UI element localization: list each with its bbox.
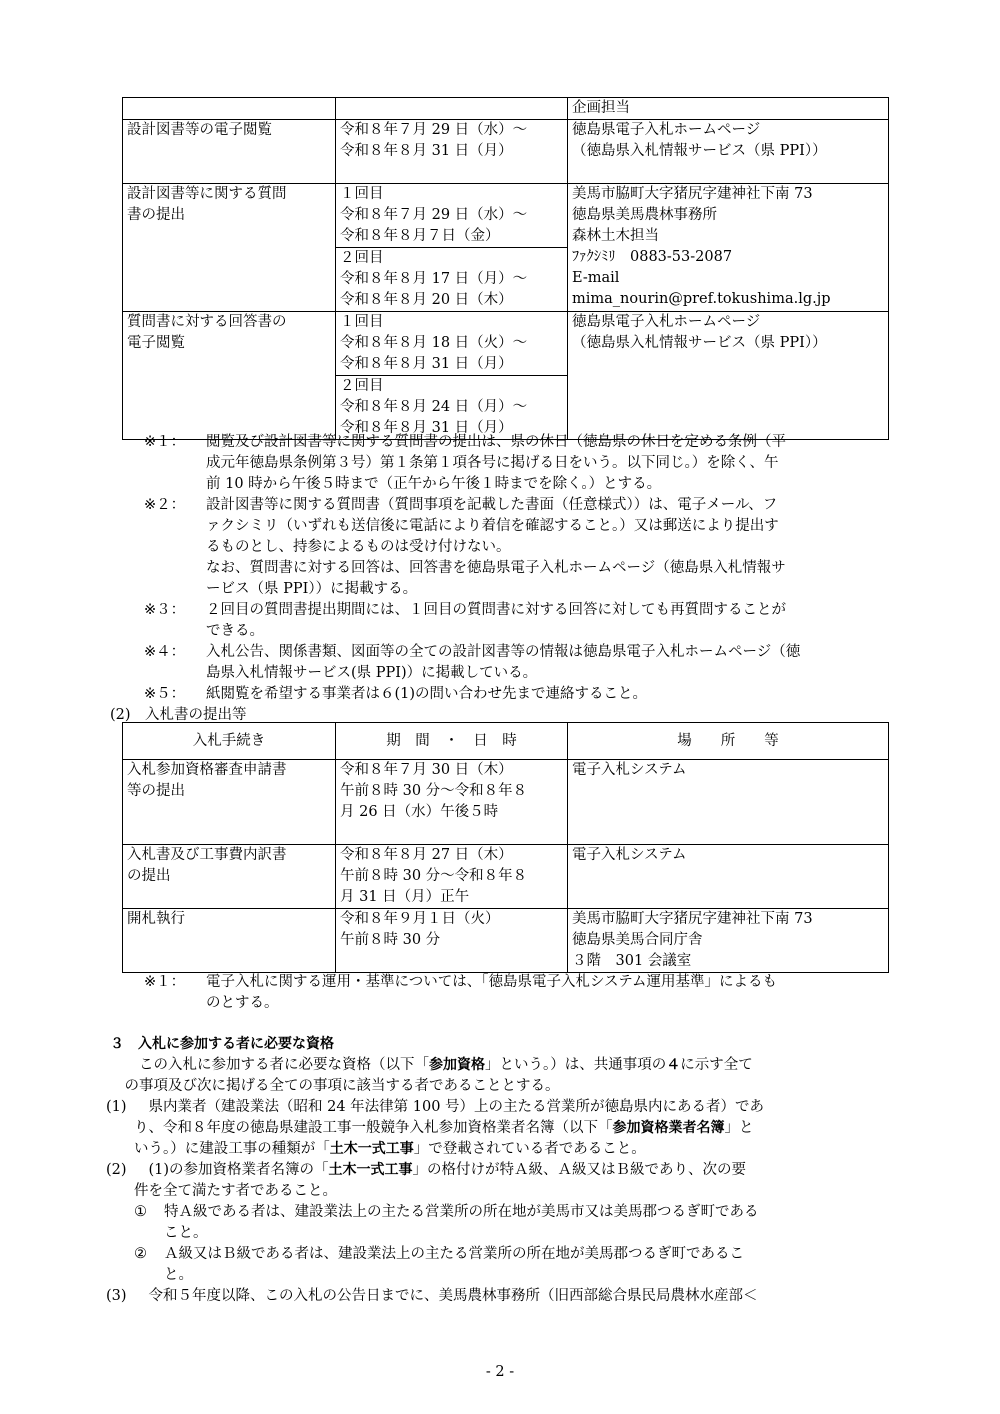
table-row bbox=[123, 312, 889, 376]
table-cell: 開札執行 bbox=[123, 909, 336, 973]
table-row bbox=[123, 845, 889, 909]
paragraph: この入札に参加する者に必要な資格（以下「参加資格」という。）は、共通事項の４に示す全て の事項及び次に掲げる全ての事項に該当する者であることとする。 bbox=[124, 1057, 753, 1094]
table-cell: 企画担当 bbox=[568, 98, 889, 120]
note: ※３： ２回目の質問書提出期間には、１回目の質問書に対する回答に対しても再質問することが できる。 bbox=[144, 602, 786, 639]
table-cell: 設計図書等に関する質問 書の提出 bbox=[123, 184, 336, 312]
table-cell: １回目 令和８年７月 29 日（水）～ 令和８年８月７日（金） bbox=[336, 184, 568, 248]
table-cell bbox=[336, 98, 568, 120]
table-cell: １回目 令和８年８月 18 日（火）～ 令和８年８月 31 日（月） bbox=[336, 312, 568, 376]
table-cell: 入札参加資格審査申請書 等の提出 bbox=[123, 760, 336, 845]
list-item: (1) 県内業者（建設業法（昭和 24 年法律第 100 号）上の主たる営業所が徳島県内にある者）であ り、令和８年度の徳島県建設工事一般競争入札参加資格業者名簿（以下「参加資格業者名簿」と いう。）に建設工事の種類が「土木一式工事」で登載されている者であること。 bbox=[106, 1099, 765, 1157]
table-header: 入札手続き bbox=[123, 723, 336, 760]
table-row bbox=[123, 120, 889, 184]
table-header: 場 所 等 bbox=[568, 723, 889, 760]
table-cell: 入札書及び工事費内訳書 の提出 bbox=[123, 845, 336, 909]
table-cell: 令和８年７月 29 日（水）～ 令和８年８月 31 日（月） bbox=[336, 120, 568, 184]
list-item: (3) 令和５年度以降、この入札の公告日までに、美馬農林事務所（旧西部総合県民局農林水産部＜ bbox=[106, 1288, 758, 1304]
table-cell: 電子入札システム bbox=[568, 760, 889, 845]
table-cell: 徳島県電子入札ホームページ （徳島県入札情報サービス（県 PPI）） bbox=[568, 120, 889, 184]
table-cell: 美馬市脇町大字猪尻字建神社下南 73 徳島県美馬合同庁舎 ３階 301 会議室 bbox=[568, 909, 889, 973]
bid-table bbox=[122, 722, 889, 973]
table-cell: ２回目 令和８年８月 24 日（月）～ 令和８年８月 31 日（月） bbox=[336, 376, 568, 440]
table-cell: 質問書に対する回答書の 電子閲覧 bbox=[123, 312, 336, 440]
list-item: ② Ａ級又はＢ級である者は、建設業法上の主たる営業所の所在地が美馬郡つるぎ町であるこ と。 bbox=[134, 1246, 744, 1283]
page-number: - 2 - bbox=[485, 1364, 515, 1380]
table-header-row bbox=[123, 723, 889, 760]
section-heading: ３ 入札に参加する者に必要な資格 bbox=[110, 1036, 334, 1052]
table-cell: 徳島県電子入札ホームページ （徳島県入札情報サービス（県 PPI）） bbox=[568, 312, 889, 440]
list-item: ① 特Ａ級である者は、建設業法上の主たる営業所の所在地が美馬市又は美馬郡つるぎ町である こと。 bbox=[134, 1204, 759, 1241]
table-cell: 電子入札システム bbox=[568, 845, 889, 909]
schedule-table bbox=[122, 97, 889, 440]
note: ※４： 入札公告、関係書類、図面等の全ての設計図書等の情報は徳島県電子入札ホームページ（徳 島県入札情報サービス(県 PPI)）に掲載している。 bbox=[144, 644, 801, 681]
table-cell: 設計図書等の電子閲覧 bbox=[123, 120, 336, 184]
note: ※５： 紙閲覧を希望する事業者は６(1)の問い合わせ先まで連絡すること。 bbox=[144, 686, 648, 702]
table-cell: ２回目 令和８年８月 17 日（月）～ 令和８年８月 20 日（木） bbox=[336, 248, 568, 312]
table-cell: 令和８年７月 30 日（木） 午前８時 30 分～令和８年８ 月 26 日（水）午後５時 bbox=[336, 760, 568, 845]
note: ※１： 閲覧及び設計図書等に関する質問書の提出は、県の休日（徳島県の休日を定める条例（平 成元年徳島県条例第３号）第１条第１項各号に掲げる日をいう。以下同じ。）を除く、午 前 10 時から午後５時まで（正午から午後１時までを除く。）とする。 bbox=[144, 434, 786, 492]
note: ※１： 電子入札に関する運用・基準については、「徳島県電子入札システム運用基準」によるも のとする。 bbox=[144, 974, 778, 1011]
table-cell bbox=[123, 98, 336, 120]
table-row bbox=[123, 184, 889, 248]
list-item: (2) (1)の参加資格業者名簿の「土木一式工事」の格付けが特Ａ級、Ａ級又はＢ級であり、次の要 件を全て満たす者であること。 bbox=[106, 1162, 747, 1199]
table-cell: 令和８年８月 27 日（木） 午前８時 30 分～令和８年８ 月 31 日（月）正午 bbox=[336, 845, 568, 909]
section-heading: (2) 入札書の提出等 bbox=[110, 707, 247, 723]
table-cell: 美馬市脇町大字猪尻字建神社下南 73 徳島県美馬農林事務所 森林土木担当 ﾌｧｸｼﾐﾘ 0883-53-2087 E-mail mima_nourin@pref.tokushima.lg.jp bbox=[568, 184, 889, 312]
table-cell: 令和８年９月１日（火） 午前８時 30 分 bbox=[336, 909, 568, 973]
table-row bbox=[123, 909, 889, 973]
table-row bbox=[123, 760, 889, 845]
note: ※２： 設計図書等に関する質問書（質問事項を記載した書面（任意様式））は、電子メール、フ ァクシミリ（いずれも送信後に電話により着信を確認すること。）又は郵送により提出す るものとし、持参によるものは受け付けない。 なお、質問書に対する回答は、回答書を徳島県電子入札ホームページ（徳島県入札情報サ ービス（県 PPI））に掲載する。 bbox=[144, 497, 786, 597]
table-header: 期 間 ・ 日 時 bbox=[336, 723, 568, 760]
table-row bbox=[123, 98, 889, 120]
